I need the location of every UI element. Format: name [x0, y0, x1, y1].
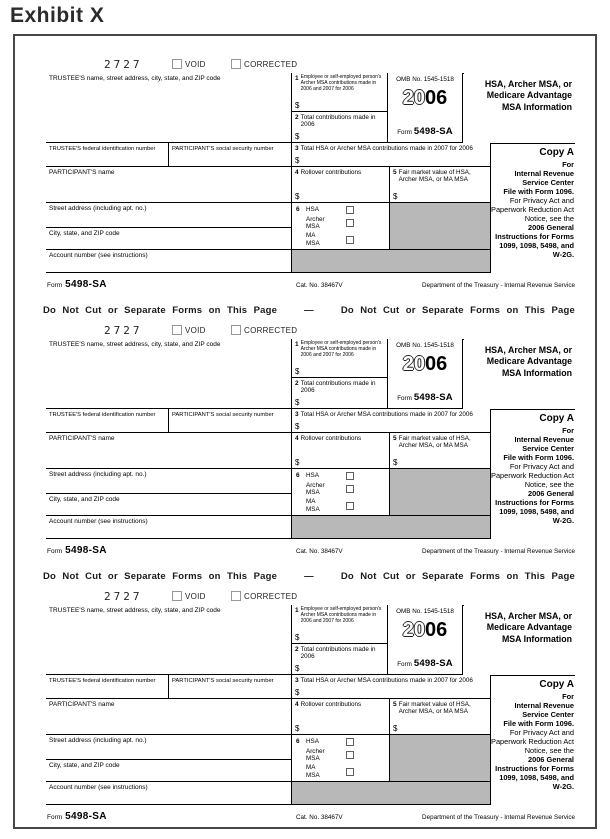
box4-rollover-contributions-cell: [292, 699, 390, 735]
participant-name-cell: [46, 699, 292, 735]
box5-dollar-sign: $: [393, 191, 398, 201]
form-footer: [46, 544, 575, 560]
ma-msa-option-row: [306, 232, 389, 246]
archer-msa-checkbox[interactable]: [346, 751, 354, 759]
participant-name-label: PARTICIPANT'S name: [49, 169, 115, 176]
exhibit-title: Exhibit X: [10, 4, 105, 27]
participant-name-cell: [46, 167, 292, 203]
box2-number: 2: [295, 646, 299, 653]
corrected-checkbox-group: [231, 59, 297, 69]
box2-label: Total contributions made in 2006: [300, 646, 376, 661]
box4-label: Rollover contributions: [300, 701, 362, 708]
privacy-act-notice: For Privacy Act and Paperwork Reduction Act Notice, see the: [491, 727, 574, 755]
box3-caption: [295, 677, 487, 684]
archer-msa-option-label: Archer MSA: [306, 748, 325, 763]
footer-form-id: [47, 545, 107, 556]
box1-archer-contributions-cell: [292, 339, 388, 378]
form-copy-3: [15, 590, 595, 830]
copy-for-label: For: [562, 425, 574, 435]
tax-year-suffix: 06: [425, 87, 448, 110]
box5-label: Fair market value of HSA, Archer MSA, or MA MSA: [398, 169, 471, 184]
trustee-tin-label: TRUSTEE'S federal identification number: [49, 678, 156, 684]
city-state-zip-label: City, state, and ZIP code: [49, 230, 120, 237]
corrected-label: CORRECTED: [244, 325, 298, 335]
form-footer: [46, 278, 575, 294]
copy-a-label: Copy A: [539, 413, 574, 424]
box3-number: 3: [295, 677, 299, 684]
participant-ssn-cell: [169, 143, 292, 167]
irs-service-center-label: Internal Revenue Service Center: [514, 168, 574, 187]
hsa-option-row: [296, 738, 389, 746]
box4-number: 4: [295, 435, 299, 442]
box4-dollar-sign: $: [295, 191, 300, 201]
city-state-zip-cell: [46, 228, 292, 250]
form-main-title: HSA, Archer MSA, or Medicare Advantage MSA Information: [484, 79, 572, 112]
box1-label: Employee or self-employed person's Archer MSA contributions made in 2006 and 2007 for 2006: [300, 340, 382, 358]
footer-form-word: Form: [47, 548, 63, 555]
form-5498sa: [46, 590, 575, 830]
corrected-label: CORRECTED: [244, 591, 298, 601]
form-number: 5498-SA: [413, 658, 453, 670]
hsa-option-label: HSA: [306, 738, 319, 746]
form-copy-1: [15, 58, 595, 298]
street-address-cell: [46, 469, 292, 494]
trustee-name-cell: [46, 73, 292, 143]
box2-number: 2: [295, 380, 299, 387]
archer-msa-checkbox[interactable]: [346, 219, 354, 227]
form-footer: [46, 810, 575, 826]
copy-a-column: [491, 675, 575, 805]
box5-caption: [393, 435, 487, 449]
trustee-tin-cell: [46, 409, 169, 433]
box5-number: 5: [393, 169, 397, 176]
treasury-department-label: Department of the Treasury - Internal Revenue Service: [422, 814, 575, 821]
omb-year-cell: [388, 73, 463, 143]
account-number-cell: [46, 250, 292, 273]
box6-account-type-cell: [292, 203, 390, 250]
street-address-cell: [46, 203, 292, 228]
box4-label: Rollover contributions: [300, 435, 362, 442]
box2-total-contributions-cell: [292, 112, 388, 143]
trustee-tin-cell: [46, 675, 169, 699]
box3-label: Total HSA or Archer MSA contributions made in 2007 for 2006: [300, 411, 473, 418]
box5-label: Fair market value of HSA, Archer MSA, or MA MSA: [398, 435, 471, 450]
box2-total-contributions-cell: [292, 378, 388, 409]
separator-dash: —: [304, 305, 314, 316]
void-label: VOID: [185, 325, 206, 335]
copy-for-label: For: [562, 691, 574, 701]
void-checkbox[interactable]: [172, 325, 182, 335]
archer-msa-option-row: [306, 482, 389, 496]
participant-name-cell: [46, 433, 292, 469]
separator-text-right: Do Not Cut or Separate Forms on This Page: [340, 571, 575, 582]
box2-dollar-sign: $: [295, 131, 300, 141]
form-code-row: [46, 58, 575, 73]
box1-number: 1: [295, 607, 299, 614]
archer-msa-option-row: [306, 748, 389, 762]
participant-ssn-label: PARTICIPANT'S social security number: [172, 146, 274, 152]
tax-year-suffix: 06: [425, 619, 448, 642]
tax-year-prefix: 20: [402, 619, 425, 642]
trustee-name-label: TRUSTEE'S name, street address, city, state, and ZIP code: [49, 341, 221, 348]
box1-number: 1: [295, 75, 299, 82]
box2-label: Total contributions made in 2006: [300, 114, 376, 129]
box3-number: 3: [295, 411, 299, 418]
omb-year-cell: [388, 339, 463, 409]
separator-text-right: Do Not Cut or Separate Forms on This Page: [340, 305, 575, 316]
form-sheet: [13, 34, 597, 829]
form-main-title: HSA, Archer MSA, or Medicare Advantage MSA Information: [484, 611, 572, 644]
copy-a-column: [491, 143, 575, 273]
hsa-checkbox[interactable]: [346, 738, 354, 746]
street-address-cell: [46, 735, 292, 760]
ma-msa-option-label: MA MSA: [306, 498, 320, 513]
ma-msa-checkbox[interactable]: [346, 768, 354, 776]
trustee-name-label: TRUSTEE'S name, street address, city, state, and ZIP code: [49, 607, 221, 614]
form-code-row: [46, 590, 575, 605]
form-grid: [46, 73, 575, 273]
ma-msa-checkbox[interactable]: [346, 502, 354, 510]
separator-dash: —: [304, 571, 314, 582]
box2-dollar-sign: $: [295, 397, 300, 407]
account-number-label: Account number (see instructions): [49, 252, 148, 259]
omb-number: OMB No. 1545-1518: [396, 76, 454, 83]
corrected-label: CORRECTED: [244, 59, 298, 69]
box1-archer-contributions-cell: [292, 73, 388, 112]
trustee-tin-cell: [46, 143, 169, 167]
box1-caption: [295, 607, 384, 624]
form-main-title: HSA, Archer MSA, or Medicare Advantage MSA Information: [484, 345, 572, 378]
void-label: VOID: [185, 591, 206, 601]
tax-year: [388, 354, 462, 374]
shaded-area: [390, 203, 491, 250]
form-code-row: [46, 324, 575, 339]
file-with-1096-label: File with Form 1096.: [503, 186, 574, 196]
corrected-checkbox-group: [231, 325, 297, 335]
box3-total-2007-contributions-cell: [292, 409, 491, 433]
box2-caption: [295, 646, 384, 660]
general-instructions-reference: 2006 General Instructions for Forms 1099, 1098, 5498, and W-2G.: [495, 222, 574, 259]
footer-form-word: Form: [47, 282, 63, 289]
void-checkbox-group: [172, 591, 206, 601]
archer-msa-checkbox[interactable]: [346, 485, 354, 493]
trustee-name-cell: [46, 339, 292, 409]
hsa-option-row: [296, 472, 389, 480]
omb-year-cell: [388, 605, 463, 675]
form-id-line: [388, 659, 462, 674]
box3-number: 3: [295, 145, 299, 152]
box4-dollar-sign: $: [295, 723, 300, 733]
box4-caption: [295, 435, 386, 442]
box1-dollar-sign: $: [295, 632, 300, 642]
box3-total-2007-contributions-cell: [292, 675, 491, 699]
footer-form-number: 5498-SA: [65, 811, 107, 822]
void-checkbox[interactable]: [172, 591, 182, 601]
tax-year-prefix: 20: [402, 87, 425, 110]
box6-number: 6: [296, 472, 300, 480]
city-state-zip-cell: [46, 760, 292, 782]
box5-fair-market-value-cell: [390, 433, 491, 469]
ma-msa-option-row: [306, 498, 389, 512]
box3-label: Total HSA or Archer MSA contributions made in 2007 for 2006: [300, 677, 473, 684]
box2-label: Total contributions made in 2006: [300, 380, 376, 395]
box1-label: Employee or self-employed person's Archer MSA contributions made in 2006 and 2007 for 2006: [300, 606, 382, 624]
copy-a-label: Copy A: [539, 147, 574, 158]
void-checkbox[interactable]: [172, 59, 182, 69]
form-word: Form: [397, 661, 412, 669]
form-grid: [46, 339, 575, 539]
box4-label: Rollover contributions: [300, 169, 362, 176]
participant-name-label: PARTICIPANT'S name: [49, 701, 115, 708]
ma-msa-checkbox[interactable]: [346, 236, 354, 244]
general-instructions-reference: 2006 General Instructions for Forms 1099, 1098, 5498, and W-2G.: [495, 754, 574, 791]
hsa-checkbox[interactable]: [346, 472, 354, 480]
shaded-area: [292, 250, 491, 273]
archer-msa-option-label: Archer MSA: [306, 482, 325, 497]
trustee-tin-label: TRUSTEE'S federal identification number: [49, 146, 156, 152]
corrected-checkbox[interactable]: [231, 325, 241, 335]
street-address-label: Street address (including apt. no.): [49, 471, 147, 478]
ma-msa-option-label: MA MSA: [306, 232, 320, 247]
box1-caption: [295, 341, 384, 358]
box4-dollar-sign: $: [295, 457, 300, 467]
general-instructions-reference: 2006 General Instructions for Forms 1099, 1098, 5498, and W-2G.: [495, 488, 574, 525]
void-checkbox-group: [172, 59, 206, 69]
ma-msa-option-label: MA MSA: [306, 764, 320, 779]
participant-ssn-label: PARTICIPANT'S social security number: [172, 678, 274, 684]
participant-ssn-cell: [169, 675, 292, 699]
form-word: Form: [397, 395, 412, 403]
box1-number: 1: [295, 341, 299, 348]
privacy-act-notice: For Privacy Act and Paperwork Reduction Act Notice, see the: [491, 461, 574, 489]
archer-msa-option-row: [306, 216, 389, 230]
box3-dollar-sign: $: [295, 421, 300, 431]
box4-rollover-contributions-cell: [292, 433, 390, 469]
shaded-area: [390, 735, 491, 782]
box3-dollar-sign: $: [295, 155, 300, 165]
box6-account-type-cell: [292, 469, 390, 516]
shaded-area: [292, 782, 491, 805]
treasury-department-label: Department of the Treasury - Internal Revenue Service: [422, 282, 575, 289]
box4-number: 4: [295, 701, 299, 708]
irs-service-center-label: Internal Revenue Service Center: [514, 434, 574, 453]
footer-form-word: Form: [47, 814, 63, 821]
omb-number: OMB No. 1545-1518: [396, 608, 454, 615]
tax-year-suffix: 06: [425, 353, 448, 376]
form-print-code: 2727: [104, 58, 143, 71]
tax-year-prefix: 20: [402, 353, 425, 376]
box4-rollover-contributions-cell: [292, 167, 390, 203]
box6-number: 6: [296, 738, 300, 746]
box5-fair-market-value-cell: [390, 167, 491, 203]
shaded-area: [292, 516, 491, 539]
copy-a-label: Copy A: [539, 679, 574, 690]
file-with-1096-label: File with Form 1096.: [503, 452, 574, 462]
box5-number: 5: [393, 435, 397, 442]
box5-dollar-sign: $: [393, 457, 398, 467]
copy-a-column: [491, 409, 575, 539]
form-word: Form: [397, 129, 412, 137]
ma-msa-option-row: [306, 764, 389, 778]
tax-year: [388, 620, 462, 640]
corrected-checkbox[interactable]: [231, 591, 241, 601]
box3-label: Total HSA or Archer MSA contributions made in 2007 for 2006: [300, 145, 473, 152]
box2-dollar-sign: $: [295, 663, 300, 673]
box3-total-2007-contributions-cell: [292, 143, 491, 167]
account-number-cell: [46, 516, 292, 539]
participant-name-label: PARTICIPANT'S name: [49, 435, 115, 442]
do-not-cut-separator: [43, 303, 575, 318]
box6-account-type-cell: [292, 735, 390, 782]
separator-text-left: Do Not Cut or Separate Forms on This Page: [43, 571, 278, 582]
form-print-code: 2727: [104, 324, 143, 337]
box1-dollar-sign: $: [295, 366, 300, 376]
participant-ssn-label: PARTICIPANT'S social security number: [172, 412, 274, 418]
form-grid: [46, 605, 575, 805]
box1-label: Employee or self-employed person's Archer MSA contributions made in 2006 and 2007 for 2006: [300, 74, 382, 92]
box2-caption: [295, 380, 384, 394]
separator-text-left: Do Not Cut or Separate Forms on This Page: [43, 305, 278, 316]
account-number-label: Account number (see instructions): [49, 784, 148, 791]
box5-label: Fair market value of HSA, Archer MSA, or MA MSA: [398, 701, 471, 716]
form-number: 5498-SA: [413, 392, 453, 404]
form-id-line: [388, 393, 462, 408]
city-state-zip-label: City, state, and ZIP code: [49, 762, 120, 769]
footer-form-id: [47, 811, 107, 822]
footer-form-id: [47, 279, 107, 290]
box4-caption: [295, 701, 386, 708]
corrected-checkbox[interactable]: [231, 59, 241, 69]
trustee-name-label: TRUSTEE'S name, street address, city, state, and ZIP code: [49, 75, 221, 82]
box5-caption: [393, 169, 487, 183]
trustee-name-cell: [46, 605, 292, 675]
city-state-zip-cell: [46, 494, 292, 516]
treasury-department-label: Department of the Treasury - Internal Revenue Service: [422, 548, 575, 555]
box5-number: 5: [393, 701, 397, 708]
archer-msa-option-label: Archer MSA: [306, 216, 325, 231]
box4-number: 4: [295, 169, 299, 176]
box3-caption: [295, 411, 487, 418]
form-5498sa: [46, 58, 575, 298]
box2-number: 2: [295, 114, 299, 121]
street-address-label: Street address (including apt. no.): [49, 205, 147, 212]
hsa-option-label: HSA: [306, 206, 319, 214]
box6-number: 6: [296, 206, 300, 214]
box5-caption: [393, 701, 487, 715]
catalog-number: Cat. No. 38467V: [296, 548, 343, 555]
box2-total-contributions-cell: [292, 644, 388, 675]
hsa-option-label: HSA: [306, 472, 319, 480]
account-number-label: Account number (see instructions): [49, 518, 148, 525]
void-checkbox-group: [172, 325, 206, 335]
trustee-tin-label: TRUSTEE'S federal identification number: [49, 412, 156, 418]
hsa-checkbox[interactable]: [346, 206, 354, 214]
hsa-option-row: [296, 206, 389, 214]
corrected-checkbox-group: [231, 591, 297, 601]
box2-caption: [295, 114, 384, 128]
box1-archer-contributions-cell: [292, 605, 388, 644]
form-number: 5498-SA: [413, 126, 453, 138]
account-number-cell: [46, 782, 292, 805]
box1-caption: [295, 75, 384, 92]
footer-form-number: 5498-SA: [65, 545, 107, 556]
irs-service-center-label: Internal Revenue Service Center: [514, 700, 574, 719]
city-state-zip-label: City, state, and ZIP code: [49, 496, 120, 503]
footer-form-number: 5498-SA: [65, 279, 107, 290]
box3-caption: [295, 145, 487, 152]
box4-caption: [295, 169, 386, 176]
shaded-area: [390, 469, 491, 516]
form-id-line: [388, 127, 462, 142]
omb-number: OMB No. 1545-1518: [396, 342, 454, 349]
street-address-label: Street address (including apt. no.): [49, 737, 147, 744]
file-with-1096-label: File with Form 1096.: [503, 718, 574, 728]
void-label: VOID: [185, 59, 206, 69]
form-5498sa: [46, 324, 575, 564]
form-copy-2: [15, 324, 595, 564]
box1-dollar-sign: $: [295, 100, 300, 110]
participant-ssn-cell: [169, 409, 292, 433]
privacy-act-notice: For Privacy Act and Paperwork Reduction Act Notice, see the: [491, 195, 574, 223]
form-print-code: 2727: [104, 590, 143, 603]
tax-year: [388, 88, 462, 108]
box3-dollar-sign: $: [295, 687, 300, 697]
copy-for-label: For: [562, 159, 574, 169]
box5-dollar-sign: $: [393, 723, 398, 733]
catalog-number: Cat. No. 38467V: [296, 814, 343, 821]
catalog-number: Cat. No. 38467V: [296, 282, 343, 289]
box5-fair-market-value-cell: [390, 699, 491, 735]
do-not-cut-separator: [43, 569, 575, 584]
